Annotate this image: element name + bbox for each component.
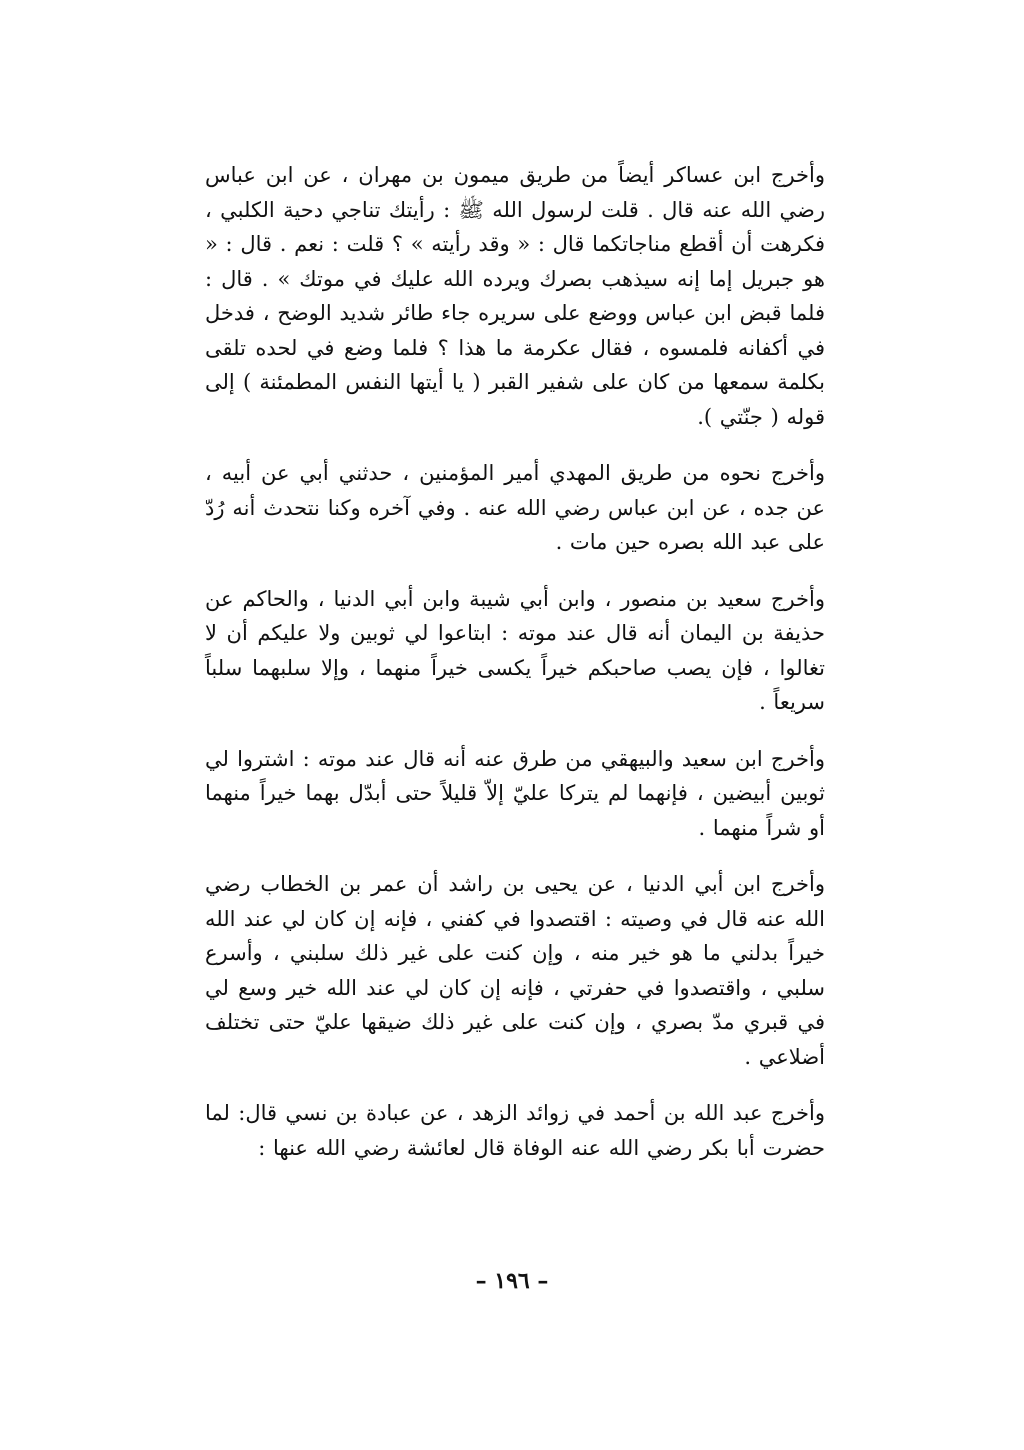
paragraph-1: وأخرج ابن عساكر أيضاً من طريق ميمون بن مهران ، عن ابن عباس رضي الله عنه قال . قلت لرسول الله ﷺ : رأيتك تناجي دحية الكلبي ، فكرهت أن أقطع مناجاتكما قال : « وقد رأيته » ؟ قلت : نعم . قال : « هو جبريل إما إنه سيذهب بصرك ويرده الله عليك في موتك » . قال : فلما قبض ابن عباس ووضع على سريره جاء طائر شديد الوضح ، فدخل في أكفانه فلمسوه ، فقال عكرمة ما هذا ؟ فلما وضع في لحده تلقى بكلمة سمعها من كان على شفير القبر ( يا أيتها النفس المطمئنة ) إلى قوله ( جنّتي ). <box>205 163 825 429</box>
paragraph-5: وأخرج ابن أبي الدنيا ، عن يحيى بن راشد أن عمر بن الخطاب رضي الله عنه قال في وصيته : اقتصدوا في كفني ، فإنه إن كان لي عند الله خيراً بدلني ما هو خير منه ، وإن كنت على غير ذلك سلبني ، وأسرع سلبي ، واقتصدوا في حفرتي ، فإنه إن كان لي عند الله خير وسع لي في قبري مدّ بصري ، وإن كنت على غير ذلك ضيقها عليّ حتى تختلف أضلاعي . <box>205 872 825 1069</box>
page-number: – ١٩٦ – <box>475 1268 549 1294</box>
paragraph-2: وأخرج نحوه من طريق المهدي أمير المؤمنين ، حدثني أبي عن أبيه ، عن جده ، عن ابن عباس رضي الله عنه . وفي آخره وكنا نتحدث أنه رُدّ على عبد الله بصره حين مات . <box>205 461 825 554</box>
text-body <box>205 158 825 1187</box>
paragraph-4: وأخرج ابن سعيد والبيهقي من طرق عنه أنه قال عند موته : اشتروا لي ثوبين أبيضين ، فإنهما لم يتركا عليّ إلاّ قليلاً حتى أبدّل بهما خيراً منهما أو شراً منهما . <box>205 746 825 840</box>
paragraph-6: وأخرج عبد الله بن أحمد في زوائد الزهد ، عن عبادة بن نسي قال: لما حضرت أبا بكر رضي الله عنه الوفاة قال لعائشة رضي الله عنها : <box>205 1101 825 1160</box>
paragraph-3: وأخرج سعيد بن منصور ، وابن أبي شيبة وابن أبي الدنيا ، والحاكم عن حذيفة بن اليمان أنه قال عند موته : ابتاعوا لي ثوبين ولا عليكم أن لا تغالوا ، فإن يصب صاحبكم خيراً يكسى خيراً منهما ، وإلا سلبهما سلباً سريعاً . <box>205 586 825 714</box>
